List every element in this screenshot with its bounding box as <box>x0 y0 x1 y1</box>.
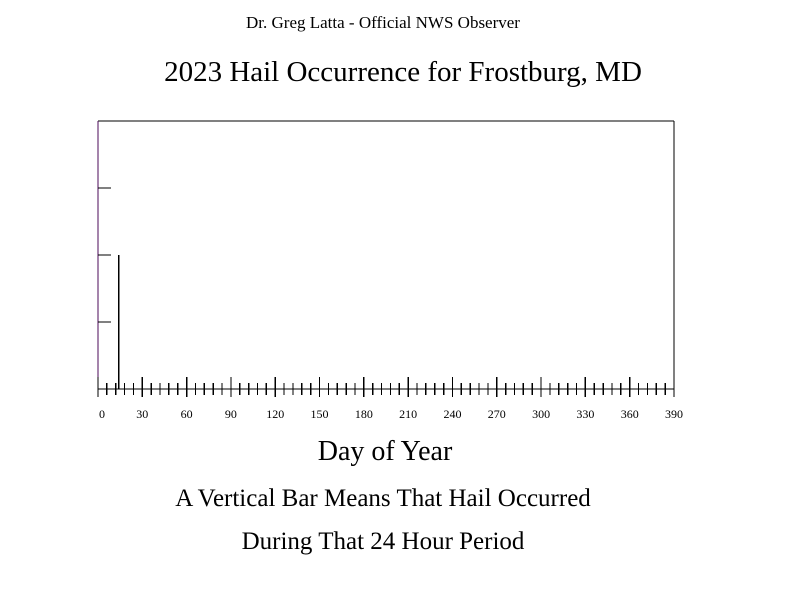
x-tick-label: 390 <box>665 407 683 421</box>
x-tick-label: 270 <box>487 407 506 421</box>
x-tick-label: 180 <box>354 407 373 421</box>
plot-frame <box>98 121 674 397</box>
x-tick-label: 210 <box>399 407 418 421</box>
x-tick-label: 300 <box>532 407 551 421</box>
x-tick-label: 360 <box>620 407 639 421</box>
x-tick-label: 150 <box>310 407 329 421</box>
x-tick-label: 30 <box>136 407 149 421</box>
x-tick-label: 90 <box>224 407 237 421</box>
y-axis-ticks <box>98 188 111 322</box>
x-tick-label: 0 <box>99 407 105 421</box>
x-axis-tick-labels <box>99 407 683 421</box>
x-tick-label: 60 <box>180 407 193 421</box>
x-tick-label: 240 <box>443 407 462 421</box>
x-tick-label: 330 <box>576 407 595 421</box>
x-axis-ticks <box>98 377 674 397</box>
legend-note-line-1: A Vertical Bar Means That Hail Occurred <box>175 485 591 512</box>
observer-credit: Dr. Greg Latta - Official NWS Observer <box>246 13 520 32</box>
legend-note-line-2: During That 24 Hour Period <box>241 528 525 555</box>
x-axis-label: Day of Year <box>317 436 453 467</box>
chart-title: 2023 Hail Occurrence for Frostburg, MD <box>164 56 642 88</box>
x-tick-label: 120 <box>266 407 285 421</box>
